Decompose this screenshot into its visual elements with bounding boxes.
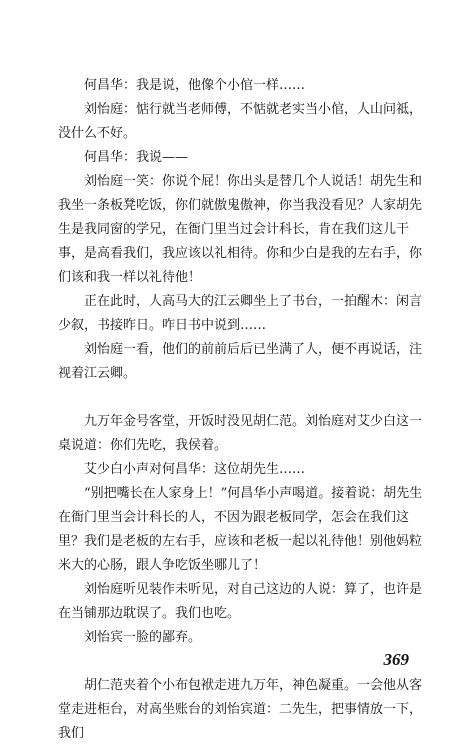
section-gap [58,386,430,410]
paragraph: 刘怡庭一笑：你说个屁！你出头是替几个人说话！胡先生和我坐一条板凳吃饭，你们就傲鬼傲神，你当我没看见？人家胡先生是我同窗的学兄，在衙门里当过会计科长，肯在我们这儿干事，是高看我们，我应该以礼相待。你和少白是我的左右手，你们该和我一样以礼待他！ [58,174,423,285]
paragraph: 胡仁范夹着个小布包袱走进九万年，神色凝重。一会他从客堂走进柜台，对高坐账台的刘怡宾道：二先生，把事情放一下，我们 [58,678,423,741]
section-gap [58,650,430,674]
paragraph: 刘怡庭：惦行就当老师傅，不惦就老实当小倌，人山问祗，没什么不好。 [58,102,423,141]
paragraph: 艾少白小声对何昌华：这位胡先生…… [84,462,306,477]
page-number: 369 [383,650,409,669]
paragraph: 刘怡宾一脸的鄙弃。 [84,630,202,645]
body-text [58,74,430,746]
paragraph: 刘怡庭一看，他们的前前后后已坐满了人，便不再说话，注视着江云卿。 [58,342,423,381]
paragraph: 正在此时，人高马大的江云卿坐上了书台，一拍醒木：闲言少叙，书接昨日。咋日书中说到…… [58,294,423,333]
paragraph: 刘怡庭听见装作未听见，对自己这边的人说：算了，也许是在当铺那边耽误了。我们也吃。 [58,582,423,621]
paragraph: 何昌华：我是说，他像个小倌一样…… [84,78,306,93]
paragraph: 九万年金号客堂，开饭时没见胡仁范。刘怡庭对艾少白这一桌说道：你们先吃，我侯着。 [58,414,423,453]
paragraph: 何昌华：我说—— [84,150,189,165]
paragraph: “别把嘴长在人家身上！”何昌华小声喝道。接着说：胡先生在衙门里当会计科长的人，不因为跟老板同学，怎会在我们这里？我们是老板的左右手，应该和老板一起以礼待他！别他妈粒米大的心肠，跟人争吃饭坐哪儿了！ [58,486,423,573]
